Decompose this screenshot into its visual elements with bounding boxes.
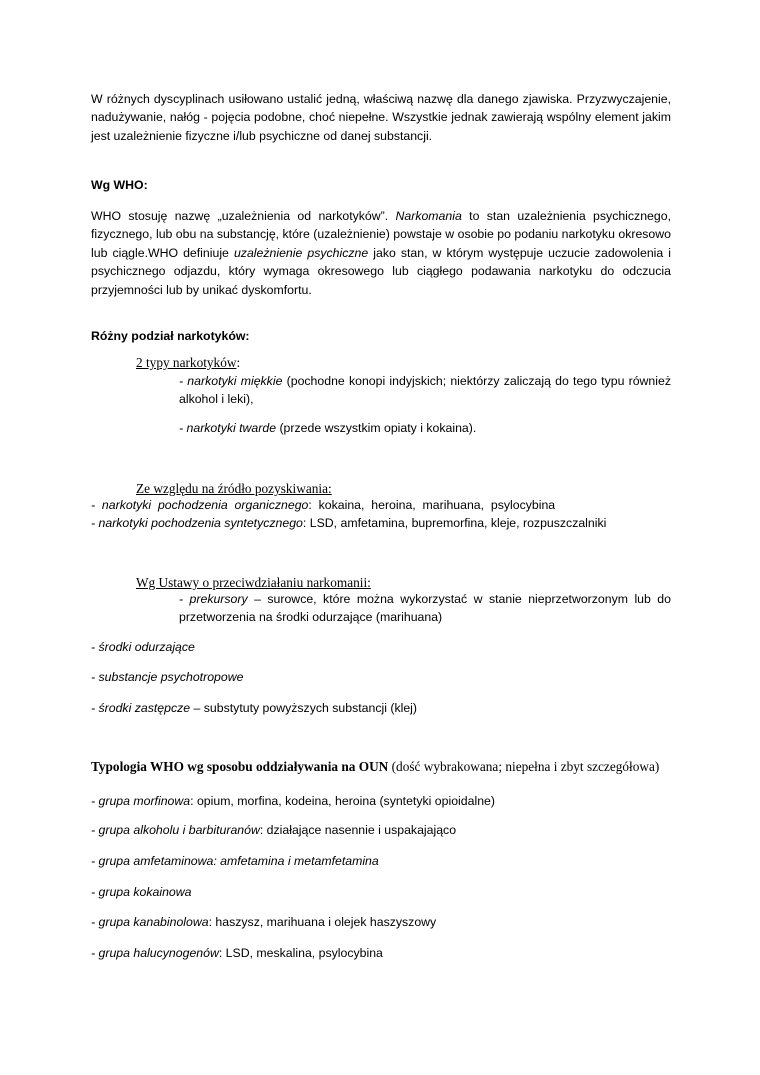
- cocaine-group: - grupa kokainowa: [91, 885, 192, 899]
- hallucinogen-group: - grupa halucynogenów: LSD, meskalina, psylocybina: [91, 946, 383, 960]
- who-heading: Wg WHO:: [91, 178, 148, 192]
- cannabinol-group: - grupa kanabinolowa: haszysz, marihuana i olejek haszyszowy: [91, 915, 437, 929]
- psychotropic-item: - substancje psychotropowe: [91, 670, 244, 684]
- amphetamine-group: - grupa amfetaminowa: amfetamina i metamfetamina: [91, 854, 379, 868]
- typology-title: Typologia WHO wg sposobu oddziaływania na OUN (dość wybrakowana; niepełna i zbyt szczegółowa): [91, 759, 660, 774]
- soft-drugs-item: - narkotyki miękkie (pochodne konopi indyjskich; niektórzy zaliczają do tego typu również alkohol i leki),: [179, 374, 671, 407]
- alcohol-group: - grupa alkoholu i barbituranów: działające nasennie i uspakajająco: [91, 823, 457, 837]
- synthetic-item: - narkotyki pochodzenia syntetycznego: LSD, amfetamina, bupremorfina, kleje, rozpuszczalniki: [91, 516, 607, 530]
- law-title: Wg Ustawy o przeciwdziałaniu narkomanii:: [136, 575, 371, 590]
- division-heading: Różny podział narkotyków:: [91, 329, 250, 343]
- types-title: 2 typy narkotyków:: [136, 355, 241, 370]
- morphine-group: - grupa morfinowa: opium, morfina, kodeina, heroina (syntetyki opioidalne): [91, 794, 495, 808]
- hard-drugs-item: - narkotyki twarde (przede wszystkim opiaty i kokaina).: [179, 421, 477, 435]
- intoxicants-item: - środki odurzające: [91, 640, 195, 654]
- who-paragraph: WHO stosuję nazwę „uzależnienia od narkotyków”. Narkomania to stan uzależnienia psychicznego, fizycznego, lub obu na substancję, które (uzależnienie) powstaje w osobie po podaniu narkotyku okresowo lub ciągle.WHO definiuje uzależnienie psychiczne jako stan, w którym występuje uczucie zadowolenia i psychicznego odjazdu, który wymaga okresowego lub ciągłego podawania narkotyku do odczucia przyjemności lub by unikać dyskomfortu.: [91, 209, 671, 297]
- organic-item: - narkotyki pochodzenia organicznego: kokaina, heroina, marihuana, psylocybina: [91, 498, 556, 512]
- intro-paragraph: W różnych dyscyplinach usiłowano ustalić jedną, właściwą nazwę dla danego zjawiska. Przyzwyczajenie, nadużywanie, nałóg - pojęcia podobne, choć niepełne. Wszystkie jednak zawierają wspólny element jakim jest uzależnienie fizyczne i/lub psychiczne od danej substancji.: [91, 92, 671, 143]
- precursors-item: - prekursory – surowce, które można wykorzystać w stanie nieprzetworzonym lub do przetworzenia na środki odurzające (marihuana): [179, 592, 671, 625]
- source-title: Ze względu na źródło pozyskiwania:: [136, 481, 332, 496]
- substitutes-item: - środki zastępcze – substytuty powyższych substancji (klej): [91, 701, 418, 715]
